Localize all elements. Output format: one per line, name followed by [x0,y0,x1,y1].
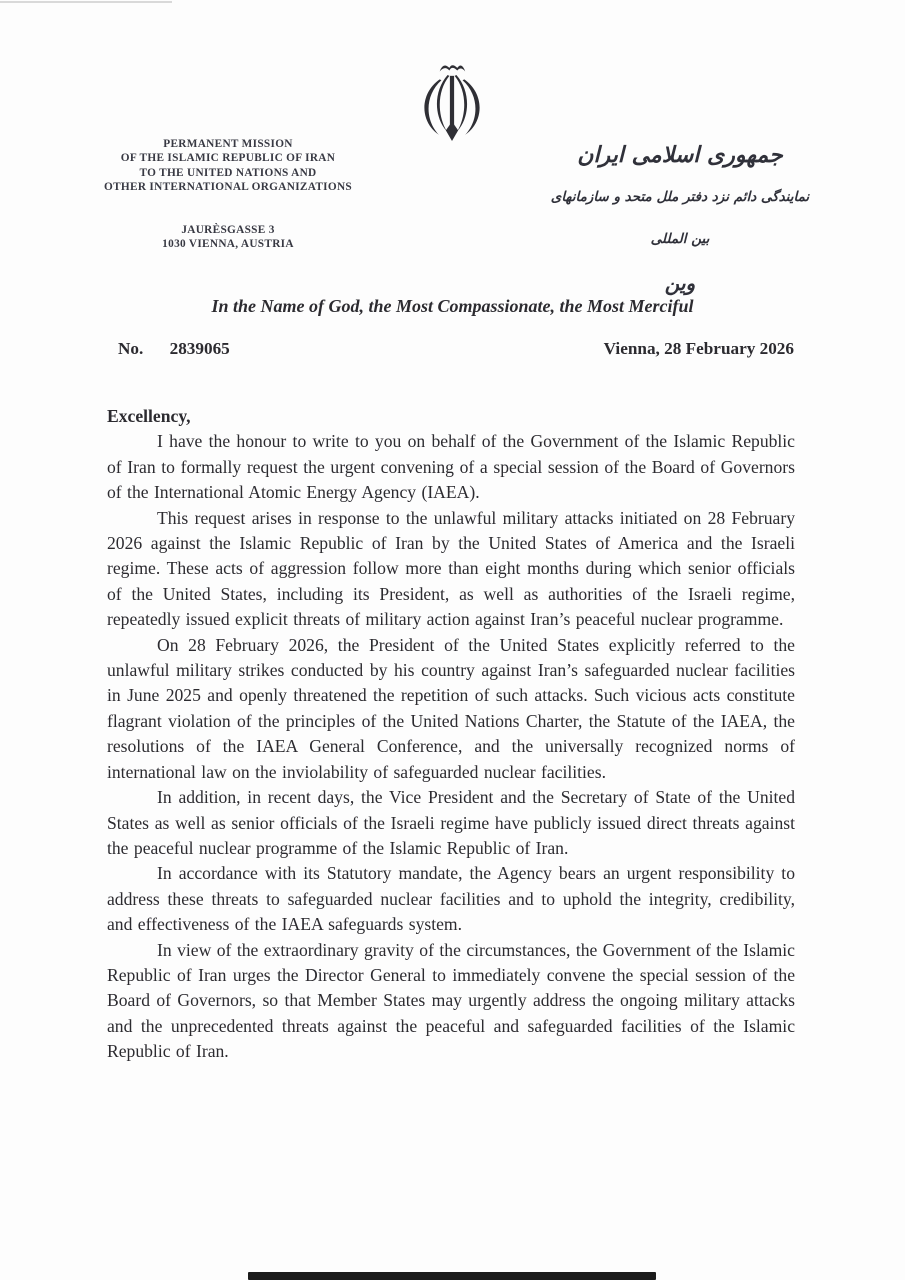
reference-number: 2839065 [169,339,230,358]
letter-body [107,404,795,1065]
body-paragraph: In view of the extraordinary gravity of the circumstances, the Government of the Islamic Republic of Iran urges the Director General to immediately convene the special session of the Board of Governors, so that Member States may urgently address the ongoing military attacks and the unprecedented threats against the peaceful and safeguarded facilities of the Islamic Republic of Iran. [107,939,795,1062]
mission-line: PERMANENT MISSION [163,138,293,150]
scan-artifact-top-edge [0,1,172,3]
letterhead-english [93,137,363,252]
persian-mission-line: نمایندگی دائم نزد دفتر ملل متحد و سازمانهای بین المللی [550,189,810,247]
iran-emblem-icon [406,60,498,148]
mission-line: OF THE ISLAMIC REPUBLIC OF IRAN [120,152,336,165]
address-line: 1030 VIENNA, AUSTRIA [162,238,294,251]
body-paragraph: This request arises in response to the unlawful military attacks initiated on 28 February 2026 against the Islamic Republic of Iran by the United States of America and the Israeli regime. These acts of aggression follow more than eight months during which senior officials of the United States, including its President, as well as authorities of the Israeli regime, repeatedly issued explicit threats of military action against Iran’s peaceful nuclear programme. [107,507,795,630]
mission-line: OTHER INTERNATIONAL ORGANIZATIONS [103,180,353,193]
scan-artifact-bottom-bar [248,1272,656,1280]
reference-label: No. [118,339,144,358]
reference-row [118,339,794,359]
address-line: JAURÈSGASSE 3 [181,224,275,237]
body-paragraph: I have the honour to write to you on behalf of the Government of the Islamic Republic of Iran to formally request the urgent convening of a special session of the Board of Governors of the International Atomic Energy Agency (IAEA). [107,431,795,503]
invocation-line: In the Name of God, the Most Compassionate, the Most Merciful [211,296,694,316]
persian-city-line: وین [664,271,696,295]
letterhead-spacer [93,194,363,223]
salutation: Excellency, [107,406,191,426]
dateline: Vienna, 28 February 2026 [603,339,794,358]
mission-line: TO THE UNITED NATIONS AND [139,166,317,179]
body-paragraph: In accordance with its Statutory mandate, the Agency bears an urgent responsibility to address these threats to safeguarded nuclear facilities and to uphold the integrity, credibility, and effectiveness of the IAEA safeguards system. [107,863,795,935]
body-paragraph: On 28 February 2026, the President of the United States explicitly referred to the unlawful military strikes conducted by his country against Iran’s safeguarded nuclear facilities in June 2025 and openly threatened the repetition of such attacks. Such vicious acts constitute flagrant violation of the principles of the United Nations Charter, the Statute of the IAEA, the resolutions of the IAEA General Conference, and the universally recognized norms of international law on the inviolability of safeguarded nuclear facilities. [107,634,795,782]
letterhead-persian [540,136,820,306]
persian-title-line: جمهوری اسلامی ایران [577,143,783,168]
body-paragraph: In addition, in recent days, the Vice President and the Secretary of State of the United States as well as senior officials of the Israeli regime have publicly issued direct threats against the peaceful nuclear programme of the Islamic Republic of Iran. [107,787,795,858]
